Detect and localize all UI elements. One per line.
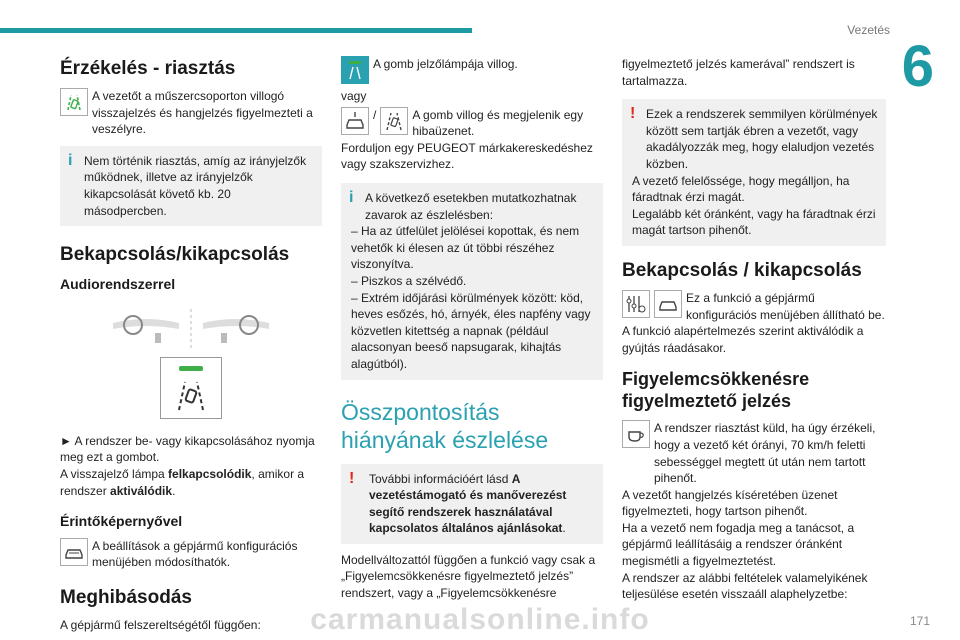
alarm-row: A vezetőt a műszercsoporton villogó visszajelzés és hangjelzés figyelmezteti a veszélyre. — [60, 88, 322, 138]
info-icon: i — [68, 151, 73, 169]
steering-wheel-left-icon — [111, 311, 181, 347]
lane-departure-icon — [380, 107, 408, 135]
chapter-number: 6 — [901, 34, 934, 99]
divider — [189, 309, 193, 349]
watermark: carmanualsonline.info — [310, 603, 650, 636]
car-settings-icon — [60, 538, 88, 566]
heading-onoff-2: Bekapcsolás / kikapcsolás — [622, 259, 862, 281]
warning-box-responsibility: ! Ezek a rendszerek semmilyen körülmények között sem tartják ébren a vezetőt, vagy akadályozzák meg, hogy elaludjon vezetés közben. A vezető felelőssége, hogy megálljon, ha fáradtnak érzi magát. Legalább két óránként, vagy ha fáradtnak érzi magát tartson pihenőt. — [622, 99, 886, 246]
settings-menu-icon — [622, 290, 650, 318]
heading-audio: Audiorendszerrel — [60, 276, 176, 293]
heading-alert: Figyelemcsökkenésre figyelmeztető jelzés — [622, 369, 810, 412]
column-1: Érzékelés - riasztás A vezetőt a műszercsoporton villogó visszajelzés és hangjelzés figyelmezteti a veszélyre. i Nem történik riasztás, amíg az irányjelzők működnek, illetve az irányjelzők kikapcsolását követő kb. 20 másodpercben. Bekapcsolás/kikapcsolás Audiorendszerrel ► A rendszer be- vagy kikapcsolásához nyomja meg ezt a gombot. A visszajelző lámpa felkapcsolódik, amikor a rendszer aktiválódik. Érintőképernyővel A beállítások a gépjármű konfigurációs menüjében módosíthatók. Meghibásodás A gépjármű felszereltségétől függően: — [60, 56, 322, 634]
lane-button-blink-icon — [341, 56, 369, 84]
heading-alarm: Érzékelés - riasztás — [60, 58, 236, 79]
heading-fault: Meghibásodás — [60, 586, 192, 608]
section-title: Vezetés — [847, 23, 890, 37]
page-number: 171 — [909, 614, 930, 628]
lane-assist-button-icon — [160, 357, 222, 419]
heading-focus: Összpontosítás hiányának észlelése — [341, 398, 549, 453]
heading-onoff: Bekapcsolás/kikapcsolás — [60, 244, 290, 266]
header-accent-bar — [0, 28, 472, 33]
warning-box-recommendations: ! További információért lásd A vezetéstámogató és manőverezést segítő rendszerek használatával kapcsolatos általános ajánlásokat. — [341, 464, 603, 544]
warning-icon: ! — [349, 469, 355, 487]
column-3: figyelmeztető jelzés kamerával” rendszert is tartalmazza. ! Ezek a rendszerek semmilyen körülmények között sem tartják ébren a vezetőt, vagy akadályozzák meg, hogy elaludjon vezetés közben. A vezető felelőssége, hogy megálljon, ha fáradtnak érzi magát. Legalább két óránként, vagy ha fáradtnak érzi magát tartson pihenőt. Bekapcsolás / kikapcsolás Ez a funkció a gépjármű konfigurációs menüjében állítható be. A funkció alapértelmezés szerint aktiválódik a gyújtás ráadásakor. Figyelemcsökkenésre figyelmeztető jelzés A rendszer riasztást küld, ha úgy érzékeli, hogy a vezető két órányi, 70 km/h feletti sebességgel megtett út után nem tartott pihenőt. A vezetőt hangjelzés kíséretében üzenet figyelmezteti, hogy tartson pihenőt. Ha a vezető nem fogadja meg a tanácsot, a gépjármű leállításáig a rendszer óránként megismétli a figyelmeztetést. A rendszer az alábbi feltételek valamelyikének teljesülése esetén visszaáll alaphelyzetbe: — [622, 57, 885, 602]
heading-touchscreen: Érintőképernyővel — [60, 513, 183, 530]
coffee-cup-icon — [622, 420, 650, 448]
info-icon: i — [349, 188, 354, 206]
warning-icon: ! — [630, 105, 636, 123]
steering-wheel-figure — [60, 309, 322, 349]
info-box-disturbances: i A következő esetekben mutatkozhatnak zavarok az észlelésben: – Ha az útfelület jelölései kopottak, és nem vehetők ki élesen az út többi részéhez viszonyítva. – Piszkos a szélvédő. – Extrém időjárási körülmények között: köd, heves esőzés, hó, árnyék, éles napfény vagy közvetlen kitettség a napnak (például alacsonyan beeső napsugarak, kihajtás alagútból). — [341, 183, 603, 380]
lane-departure-green-icon — [60, 88, 88, 116]
info-box-indicators: i Nem történik riasztás, amíg az irányjelzők működnek, illetve az irányjelzők kikapcsolását követő kb. 20 másodpercben. — [60, 146, 322, 226]
steering-wheel-right-icon — [201, 311, 271, 347]
car-settings-icon — [654, 290, 682, 318]
column-2: A gomb jelzőlámpája villog. vagy / A gomb villog és megjelenik egy hibaüzenet. Forduljon egy PEUGEOT márkakereskedéshez vagy szakszervizhez. i A következő esetekben mutatkozhatnak zavarok az észlelésben: – Ha az útfelület jelölései kopottak, és nem vehetők ki élesen az út többi részéhez viszonyítva. – Piszkos a szélvédő. – Extrém időjárási körülmények között: köd, heves esőzés, hó, árnyék, éles napfény vagy közvetlen kitettség a napnak (például alacsonyan beeső napsugarak, kihajtás alagútból). Összpontosítás hiányának észlelése ! További információért lásd A vezetéstámogató és manőverezést segítő rendszerek használatával kapcsolatos általános ajánlásokat. Modellváltozattól függően a funkció vagy csak a „Figyelemcsökkenésre figyelmeztető jelzés” rendszert, vagy a „Figyelemcsökkenésre — [341, 56, 603, 602]
car-alert-icon — [341, 107, 369, 135]
